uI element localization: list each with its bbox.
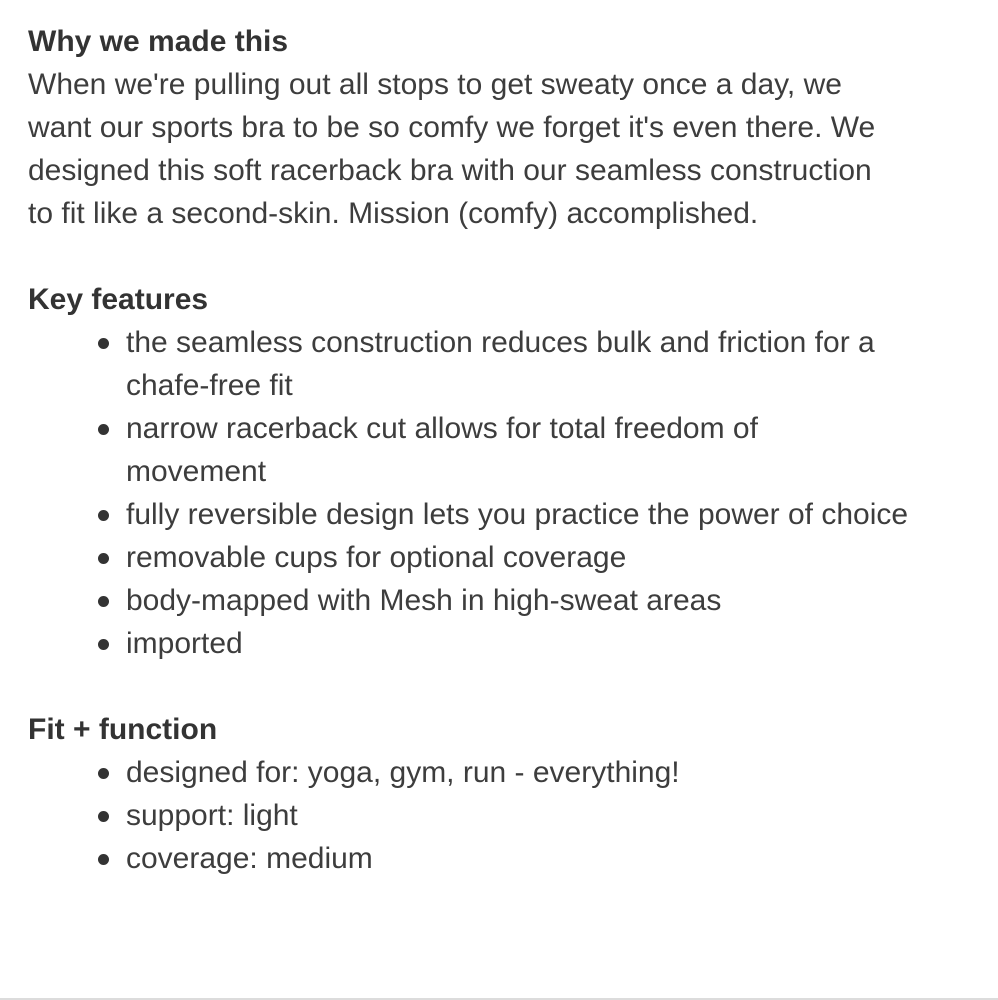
bullet-icon xyxy=(98,854,109,865)
list-item xyxy=(126,794,978,837)
list-item-line: narrow racerback cut allows for total freedom of xyxy=(126,412,758,445)
bullet-icon xyxy=(98,424,109,435)
paragraph-line: to fit like a second-skin. Mission (comfy) accomplished. xyxy=(28,197,759,230)
list-item-line: movement xyxy=(126,455,267,488)
list-item xyxy=(126,837,978,880)
bullet-icon xyxy=(98,768,109,779)
list-item xyxy=(126,751,978,794)
list-item-line: body-mapped with Mesh in high-sweat areas xyxy=(126,584,722,617)
why-we-made-this-heading: Why we made this xyxy=(28,25,289,58)
bullet-icon xyxy=(98,553,109,564)
list-item xyxy=(126,579,978,622)
bullet-icon xyxy=(98,338,109,349)
list-item xyxy=(126,407,978,493)
list-item-line: the seamless construction reduces bulk and friction for a xyxy=(126,326,875,359)
list-item-line: coverage: medium xyxy=(126,842,373,875)
bullet-icon xyxy=(98,811,109,822)
list-item-line: imported xyxy=(126,627,243,660)
list-item xyxy=(126,493,978,536)
key-features-heading: Key features xyxy=(28,283,209,316)
bullet-icon xyxy=(98,639,109,650)
paragraph-line: designed this soft racerback bra with our seamless construction xyxy=(28,154,872,187)
fit-function-heading: Fit + function xyxy=(28,713,218,746)
list-item xyxy=(126,622,978,665)
why-we-made-this-paragraph xyxy=(28,63,978,235)
bullet-icon xyxy=(98,596,109,607)
list-item-line: designed for: yoga, gym, run - everything! xyxy=(126,756,680,789)
list-item-line: chafe-free fit xyxy=(126,369,293,402)
section-spacer xyxy=(28,235,978,278)
fit-function-list xyxy=(28,751,978,880)
list-item-line: fully reversible design lets you practice the power of choice xyxy=(126,498,909,531)
paragraph-line: want our sports bra to be so comfy we forget it's even there. We xyxy=(28,111,876,144)
product-description xyxy=(28,20,978,880)
bullet-icon xyxy=(98,510,109,521)
list-item xyxy=(126,536,978,579)
paragraph-line: When we're pulling out all stops to get sweaty once a day, we xyxy=(28,68,842,101)
list-item-line: support: light xyxy=(126,799,298,832)
key-features-list xyxy=(28,321,978,665)
list-item xyxy=(126,321,978,407)
list-item-line: removable cups for optional coverage xyxy=(126,541,627,574)
section-spacer xyxy=(28,665,978,708)
